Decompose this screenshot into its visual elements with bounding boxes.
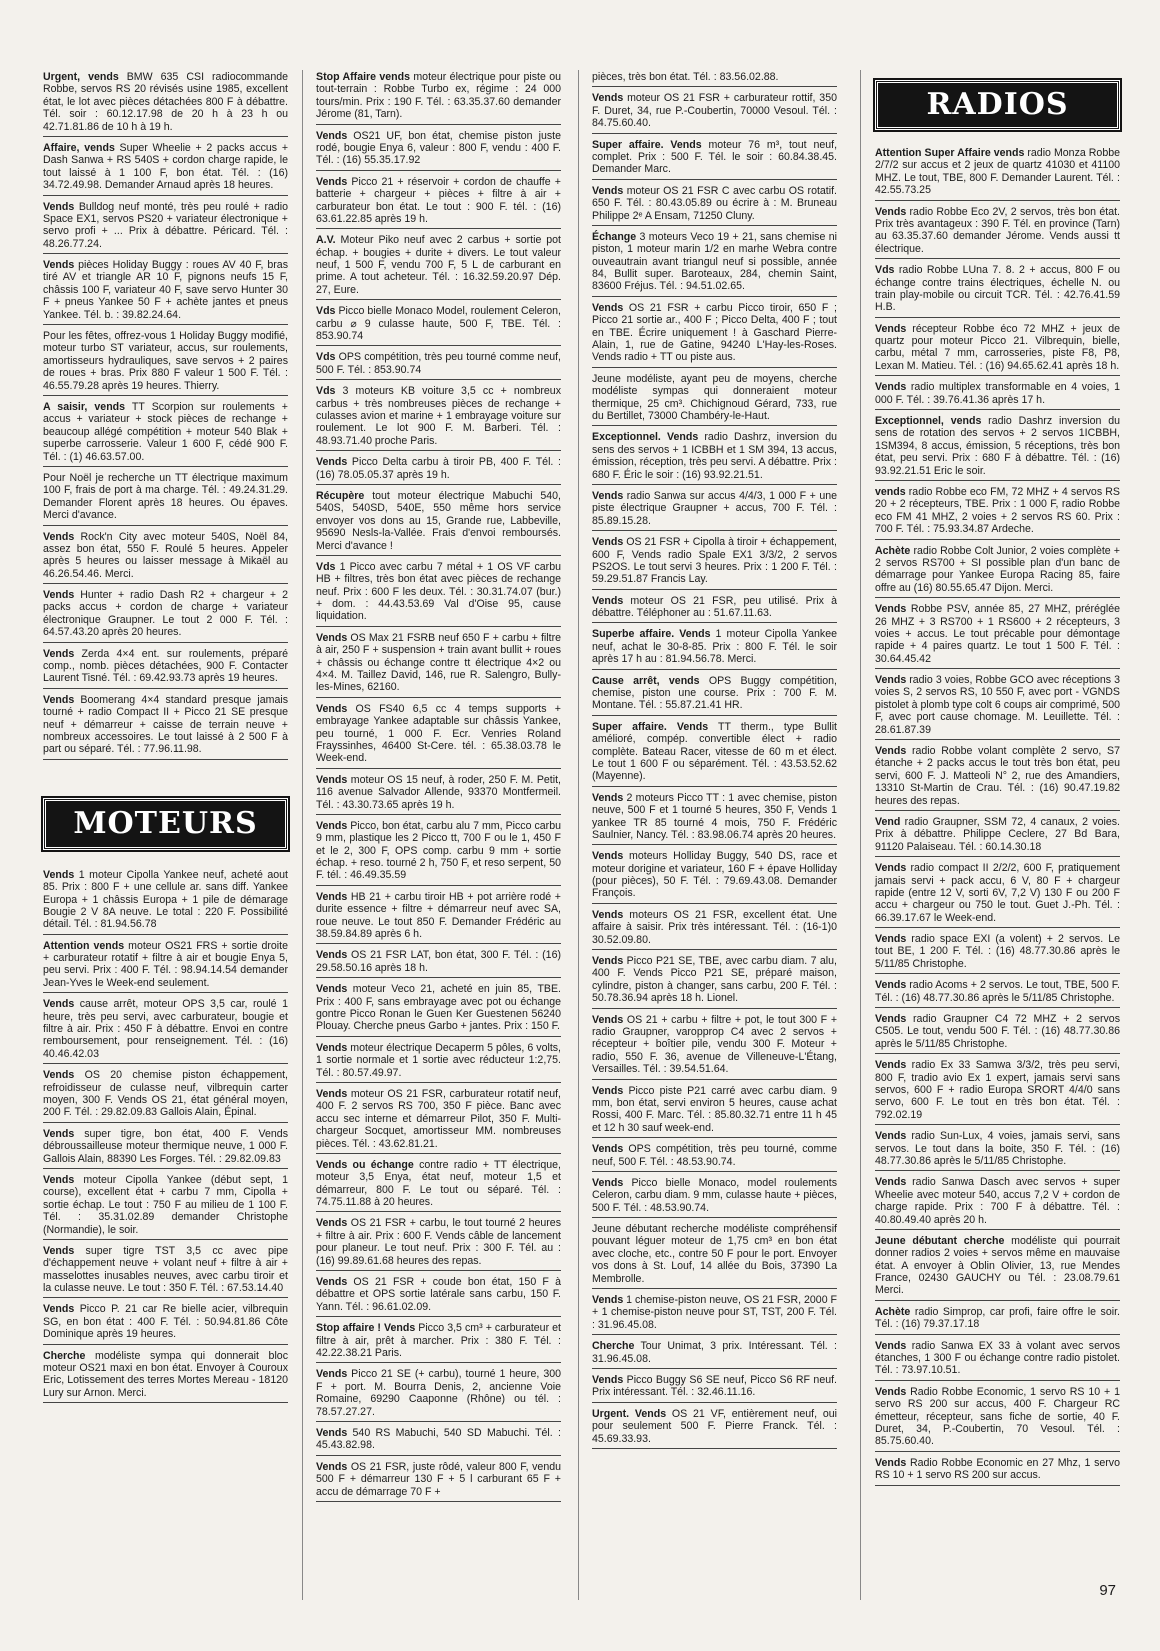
ad-body: OS 20 chemise piston échappement, refroidisseur de culasse neuf, vilbrequin carter moyen, 300 F. Vends OS 21, état général moyen, 200 F. Tél. : 29.82.09.83 Gallois Alain, Épinal. [43, 1069, 288, 1119]
classified-ad [592, 1222, 837, 1289]
classified-ad [316, 384, 561, 451]
ad-body: radio Simprop, car profi, faire offre le soir. Tél. : (16) 79.37.17.18 [875, 1305, 1120, 1331]
ad-body: Hunter + radio Dash R2 + chargeur + 2 packs accus + cordon de charge + variateur électronique Graupner. Le tout 2 000 F. Tél. : 64.57.43.20 après 20 heures. [43, 589, 288, 639]
classified-ad [43, 530, 288, 585]
ad-lead: Vends [316, 1460, 348, 1473]
classified-ad [43, 329, 288, 396]
classified-ad [875, 815, 1120, 857]
ad-lead: Vends [875, 1339, 907, 1352]
ad-body: 540 RS Mabuchi, 540 SD Mabuchi. Tél. : 45.43.82.98. [316, 1426, 561, 1452]
classified-ad [592, 535, 837, 590]
classified-ad [875, 263, 1120, 318]
ad-body: Jeune modéliste, ayant peu de moyens, cherche modéliste sympas qui donneraient moteur thermique, 25 cm³. Chichignoud Gérard, 733, rue du Bertillet, 73000 Chambéry-le-Haut. [592, 372, 837, 422]
classified-ad [592, 674, 837, 716]
ad-lead: Vends [316, 1368, 348, 1381]
ad-body: radio Graupner C4 72 MHZ + 2 servos C505. Le tout, vendu 500 F. Tél. : (16) 48.77.30.86 après le 5/11/85 Christophe. [875, 1013, 1120, 1050]
ad-body: Robbe PSV, année 85, 27 MHZ, préréglée 26 MHZ + 3 RS700 + 1 RS600 + 2 récepteurs, 3 voies + accus. Le tout précable pour démontage rapide + 4 paires quartz. Le tout 1 500 F. Tél. : 30.64.45.42 [875, 603, 1120, 665]
classified-ad [316, 70, 561, 125]
classified-ad [875, 1339, 1120, 1381]
ad-lead: Vends [875, 979, 907, 992]
ad-lead: Vends [316, 456, 348, 469]
ad-body: Picco Buggy S6 SE neuf, Picco S6 RF neuf. Prix intéressant. Tél. : 32.46.11.16. [592, 1373, 837, 1399]
classified-ad [592, 184, 837, 226]
classified-ad [592, 1293, 837, 1335]
classified-ad [875, 485, 1120, 540]
ad-body: cause arrêt, moteur OPS 3,5 car, roulé 1 heure, très peu servi, avec carburateur, bougie et filtre à air. Prix : 450 F à débattre. Envoi en contre remboursement, pour renseignement. Tél. : (16) 40.46.42.03 [43, 998, 288, 1060]
classified-ad [875, 1012, 1120, 1054]
ad-lead: Vends [875, 1130, 907, 1143]
ad-lead: Vends [316, 129, 348, 142]
classified-ad [592, 1013, 837, 1080]
ad-body: radio 3 voies, Robbe GCO avec réceptions 3 voies S, 2 servos RS, 10 550 F, avec port - VGNDS pistolet à plomb type colt 6 coups air comprimé, 500 F, avec port cause chomage. M. Leuillette. Tél. : 28.61.87.39 [875, 674, 1120, 736]
ad-body: pièces Holiday Buggy : roues AV 40 F, bras tiré AV et triangle AR 10 F, pignons neufs 15 F, châssis 100 F, variateur 40 F, save servo Hunter 30 F + pneus Yankee 50 F + achète jantes et pneus Yankee. Tél. b. : 39.82.24.64. [43, 259, 288, 321]
ad-lead: Vends [875, 322, 907, 335]
classified-ad [316, 1321, 561, 1363]
ad-lead: Urgent, vends [43, 71, 119, 83]
ad-body: moteur Cipolla Yankee (début sept, 1 course), excellent état + carbu 7 mm, Cipolla + sortie échap. Le tout : 750 F au milieu de 1 100 F. Tél. : 35.31.02.89 demander Christophe (Normandie), le soir. [43, 1173, 288, 1236]
ad-lead: Vends [592, 1373, 624, 1386]
ad-body: BMW 635 CSI radiocommande Robbe, servos RS 20 révisés usine 1985, excellent état, le lot avec pièces détachées 800 F à débattre. Tél. soir : 60.12.17.98 de 20 h à 23 h ou 42.71.81.86 de 10 h à 19 h. [43, 71, 288, 133]
ad-body: moteurs OS 21 FSR, excellent état. Une affaire à saisir. Prix très intéressant. Tél. : (16-1)0 30.52.09.80. [592, 908, 837, 946]
classified-ad [592, 91, 837, 133]
ad-body: Tour Unimat, 3 prix. Intéressant. Tél. : 31.96.45.08. [592, 1340, 837, 1365]
classified-ad [592, 1373, 837, 1403]
ad-body: radio Robbe LUna 7. 8. 2 + accus, 800 F ou échange contre trains électriques, échelle N. ou train play-mobile ou circuit TCR. Tél. : 42.76.41.59 H.B. [875, 264, 1120, 314]
ad-lead: Super affaire. Vends [592, 138, 702, 151]
ad-body: 3 moteurs KB voiture 3,5 cc + nombreux carbus + très nombreuses pièces de rechange + culasses avion et marine + 1 embrayage voiture sur roulement. Le lot 900 F. M. Barberi. Tél. : 48.93.71.40 proche Paris. [316, 385, 561, 447]
ad-lead: Vends [43, 693, 75, 706]
ad-body: moteur OS 21 FSR C avec carbu OS rotatif. 650 F. Tél. : 80.43.05.89 ou écrire à : M. Bruneau Philippe 2ᵉ A Ensam, 71250 Cluny. [592, 184, 837, 222]
classified-ad [43, 258, 288, 325]
radios-section-header: RADIOS [875, 80, 1120, 130]
classified-ad [43, 693, 288, 760]
classified-ad [875, 1058, 1120, 1125]
classified-ad [316, 304, 561, 346]
classified-ad [43, 1173, 288, 1240]
ad-lead: Exceptionnel. Vends [592, 431, 699, 444]
classified-ad [592, 954, 837, 1009]
ad-body: Pour les fêtes, offrez-vous 1 Holiday Buggy modifié, moteur turbo ST variateur, accus, sur roulements, amortisseurs hydrauliques, save servos + 2 paires de roues + bras. Prix 880 F valeur 1 500 F. Tél. : 46.55.79.28 après 19 heures. Thierry. [43, 330, 288, 392]
ad-lead: Stop Affaire vends [316, 71, 411, 83]
ad-body: récepteur Robbe éco 72 MHZ + jeux de quartz pour moteur Picco 21. Vilbrequin, bielle, carbu, métal 7 mm, carrosseries, piste F8, P8, Lexan M. Matieu. Tél. : (16) 94.65.62.41 après 18 h. [875, 322, 1120, 372]
ad-body: Picco bielle Monaco, model roulements Celeron, carbu diam. 9 mm, culasse haute + pièces, 500 F. Tél. : 48.53.90.74. [592, 1176, 837, 1214]
classified-ad [875, 1385, 1120, 1452]
classified-ad [592, 430, 837, 485]
classifieds-column-2 [316, 70, 561, 1506]
classified-ad [316, 489, 561, 556]
ad-body: TT therm., type Bullit amélioré, compép. convertible élect + radio complète. Bateau Racer, vitesse de 60 m et élect. Le tout 1 600 F ou séparément. Tél. : 43.53.52.62 (Mayenne). [592, 720, 837, 783]
classified-ad [316, 819, 561, 886]
ad-body: OS 21 + carbu + filtre + pot, le tout 300 F + radio Graupner, varopprop C4 avec 2 servos + récepteur + boîtier pile, vendu 300 F. Moteur + radio, 550 F. 36, avenue de Villeneuve-L'Étang, Versailles. Tél. : 39.54.51.64. [592, 1013, 837, 1076]
classified-ad [43, 588, 288, 643]
ad-lead: Récupère [316, 489, 365, 502]
ad-lead: Attention vends [43, 939, 125, 952]
ad-lead: Échange [592, 230, 637, 243]
ad-lead: Vends [875, 1456, 907, 1469]
ad-lead: Stop affaire ! Vends [316, 1322, 416, 1335]
ad-lead: Vends [592, 1294, 624, 1307]
classified-ad [316, 1041, 561, 1083]
ad-body: OS21 UF, bon état, chemise piston juste rodé, bougie Enya 6, valeur : 800 F, vendu : 400 F. Tél. : (16) 55.35.17.92 [316, 129, 561, 167]
classified-ad [875, 1305, 1120, 1335]
ad-body: modéliste sympa qui donnerait bloc moteur OS21 maxi en bon état. Envoyer à Couroux Eric, Lotissement des terres Mortes Mereau - 18120 Lury sur Arnon. Merci. [43, 1349, 288, 1399]
ad-body: Radio Robbe Economic, 1 servo RS 10 + 1 servo RS 200 sur accus, 400 F. Chargeur RC émetteur, récepteur, sans fiche de sortie, 40 F. Duret, 34, P.-Coubertin, 70 Vesoul. Tél. : 85.75.60.40. [875, 1385, 1120, 1448]
ad-lead: Attention Super Affaire vends [875, 147, 1025, 159]
ad-lead: Vends [592, 489, 624, 502]
ad-lead: Vends [875, 1385, 907, 1398]
ad-body: radio Robbe eco FM, 72 MHZ + 4 servos RS 20 + 2 récepteurs, TBE. Prix : 1 000 F, radio Robbe eco FM 41 MHZ, 2 voies + 2 servos RS 60. Prix : 700 F. Tél. : 75.93.34.87 Ardeche. [875, 485, 1120, 536]
ad-lead: Vends [316, 819, 348, 832]
ad-lead: Vends [592, 1176, 624, 1189]
ad-lead: Vends [875, 933, 907, 946]
ad-body: Super Wheelie + 2 packs accus + Dash Sanwa + RS 540S + cordon charge rapide, le tout laissé à 1 100 F, bon état. Tél. : (16) 34.72.49.98. Demander Arnaud après 18 heures. [43, 141, 289, 192]
classified-ad [875, 414, 1120, 481]
ad-lead: Vds [316, 385, 336, 398]
ad-body: 1 moteur Cipolla Yankee neuf, acheté aout 85. Prix : 800 F + une cellule ar. sans diff. Yankee Europa + 1 châssis Europa + 1 pile de démarage Bougie 2 V 8A neuve. Le total : 220 F. Possibilité détail. Tél. : 81.94.56.78 [43, 868, 288, 931]
ad-body: OS 21 FSR, juste rôdé, valeur 800 F, vendu 500 F + démarreur 130 F + 5 l carburant 65 F + accu de démarrage 70 F + [316, 1460, 561, 1498]
ad-lead: vends [875, 485, 906, 498]
ad-body: moteur OS 21 FSR + carburateur rottif, 350 F. Duret, 34, rue P.-Coubertin, 70000 Vesoul. Tél. : 84.75.60.40. [592, 92, 837, 130]
ad-body: Rock'n City avec moteur 540S, Noël 84, assez bon état, 550 F. Roulé 5 heures. Appeler après 5 heures ou laisser message à Mikaël au 46.26.54.46. Merci. [43, 530, 288, 580]
classified-ad [316, 1216, 561, 1271]
ad-body: TT Scorpion sur roulements + accus + variateur + stock pièces de rechange + beaucoup allégé compétition + moteur 540 Blak + superbe carrosserie. Valeur 1 600 F, cédé 900 F. Tél. : (1) 46.63.57.00. [43, 400, 288, 463]
classified-ad [875, 1175, 1120, 1230]
ad-body: moteur électrique Decaperm 5 pôles, 6 volts, 1 sortie normale et 1 sortie avec réducteur 1:2,75. Tél. : 80.57.49.97. [316, 1041, 561, 1079]
ad-body: moteur 76 m³, tout neuf, complet. Prix : 500 F. Tél. le soir : 60.84.38.45. Demander Marc. [592, 138, 838, 176]
ad-body: Moteur Piko neuf avec 2 carbus + sortie pot échap. + bougies + durite + divers. Le tout valeur neuf, 1 500 F, vendu 700 F, 5 L de carburant en prime. A tout acheteur. Tél. : 16.32.59.20.97 Dép. 27, Eure. [316, 234, 561, 296]
classified-ad [875, 932, 1120, 974]
classified-ad [316, 1158, 561, 1213]
ad-body: Bulldog neuf monté, très peu roulé + radio Space EX1, servos PS20 + variateur électronique + servo profi + ... Prix à débattre. Péricard. Tél. : 48.26.77.24. [43, 200, 288, 250]
classified-ad [43, 647, 288, 689]
ad-lead: Vends [43, 589, 75, 602]
ad-lead: Vends [316, 702, 348, 715]
classified-ad [316, 1367, 561, 1422]
ad-body: radio Dashrz inversion du sens de rotation des servos + 2 servos 1ICBBH, 1SM394, 8 accus, émission, 5 réceptions, très bon état, peu servi. Prix : 680 F à débattre. Tél. : (16) 93.92.21.51 Eric le soir. [875, 415, 1120, 477]
ad-body: OS 21 FSR + carbu, le tout tourné 2 heures + filtre à air. Prix : 600 F. Vends câble de lancement pour planeur. Le tout neuf. Prix : 300 F. Tél. au : (16) 99.89.61.68 heures des repas. [316, 1217, 561, 1267]
ad-body: OS 21 FSR LAT, bon état, 300 F. Tél. : (16) 29.58.50.16 après 18 h. [316, 949, 561, 974]
ad-body: radio Monza Robbe 2/7/2 sur accus et 2 jeux de quartz 41030 et 41100 MHZ. Le tout, TBE, 800 F. Demander Laurent. Tél. : 42.55.73.25 [875, 147, 1120, 197]
ad-body: OS 21 FSR + carbu Picco tiroir, 650 F ; Picco 21 sortie ar., 400 F ; Picco Delta, 400 F ; tout en TBE. Écrire uniquement ! à Gaschard Pierre-Alain, 1, rue de Gatine, 94240 L'Hay-les-Roses. Vends radio + TT ou piste aus. [592, 301, 837, 364]
ad-lead: Vends [316, 1087, 348, 1100]
ad-body: pièces, très bon état. Tél. : 83.56.02.88. [592, 71, 779, 83]
column-divider [302, 70, 303, 1600]
ad-lead: Vends [875, 1059, 907, 1072]
ad-body: radio Sanwa sur accus 4/4/3, 1 000 F + une piste électrique Graupner + accus, 700 F. Tél. : 85.89.15.28. [592, 489, 837, 527]
ad-lead: Urgent. Vends [592, 1407, 667, 1420]
classified-ad [43, 1349, 288, 1404]
ad-body: OS FS40 6,5 cc 4 temps supports + embrayage Yankee adaptable sur châssis Yankee, peu tourné, 1 000 F. Ecr. Venries Roland Frayssinhes, 46400 St-Cere. tél. : 65.38.03.78 le Week-end. [316, 702, 561, 765]
ad-body: 3 moteurs Veco 19 + 21, sans chemise ni piston, 1 moteur marin 1/2 en marhe Webra contre ouveautrain avant triangul neuf si possible, année 84, Bullit super. Baroteaux, 284, chemin Saint, 83600 Fréjus. Tél. : 94.51.02.65. [592, 230, 837, 293]
classified-ad [592, 908, 837, 950]
ad-body: 1 moteur Cipolla Yankee neuf, achat le 30-8-85. Prix : 800 F. Tél. le soir après 17 h au : 81.94.56.78. Merci. [592, 628, 837, 666]
ad-body: radio multiplex transformable en 4 voies, 1 000 F. Tél. : 39.76.41.36 après 17 h. [875, 381, 1120, 406]
column-divider [860, 70, 861, 1600]
ad-body: radio Robbe volant complète 2 servo, S7 étanche + 2 packs accus le tout très bon état, peu servi, 600 F. J. Matteoli N° 2, rue des Amandiers, 13310 St-Martin de Crau. Tél. : (16) 90.47.19.82 heures des repas. [875, 745, 1120, 807]
classified-ad [592, 1339, 837, 1369]
classified-ad [592, 301, 837, 368]
ad-lead: Vends [316, 983, 348, 996]
ad-lead: Vends [592, 791, 624, 804]
ad-body: Picco 3,5 cm³ + carburateur et filtre à air, prêt à marcher. Prix : 380 F. Tél. : 42.22.38.21 Paris. [316, 1322, 561, 1359]
ad-lead: Vends [316, 1041, 348, 1054]
ad-body: contre radio + TT électrique, moteur 3,5 Enya, état neuf, moteur 1,5 et démarreur, 800 F. Le tout ou séparé. Tél. : 74.75.11.88 à 20 heures. [316, 1158, 561, 1209]
classified-ad [875, 1234, 1120, 1301]
classified-ad [592, 70, 837, 87]
ad-lead: Vends [592, 594, 624, 607]
classified-ad [875, 978, 1120, 1008]
ad-body: OPS compétition, très peu tourné comme neuf, 500 F. Tél. : 853.90.74 [316, 351, 561, 376]
ad-lead: Super affaire. Vends [592, 720, 709, 733]
classified-ad [875, 380, 1120, 410]
ad-lead: Vends [316, 890, 348, 903]
classified-ad [43, 1244, 288, 1299]
classified-ad [43, 997, 288, 1064]
ad-lead: Vends [43, 259, 75, 272]
classified-ad [316, 982, 561, 1037]
ad-lead: Vends [592, 1084, 624, 1097]
ad-lead: Vends [875, 205, 907, 218]
ad-lead: Vends [875, 1013, 907, 1026]
classified-ad [592, 1407, 837, 1449]
ad-lead: Vends [592, 1013, 624, 1026]
classified-ad [592, 372, 837, 427]
page-number: 97 [1099, 1582, 1116, 1599]
ad-lead: Vds [875, 264, 895, 277]
ad-lead: Vends [43, 998, 75, 1011]
ad-lead: Vends [592, 92, 624, 105]
classified-ad [43, 400, 288, 467]
ad-lead: Cause arrêt, vends [592, 674, 700, 687]
ad-lead: Vends [316, 949, 348, 962]
ad-body: radio Robbe Colt Junior, 2 voies complète + 2 servos RS700 + SI possible plan d'un banc de démarrage pour Yankee Europa Racing 85, faire offre au (16) 80.55.65.47 Dijon. Merci. [875, 544, 1120, 594]
classified-ad [316, 350, 561, 380]
ad-body: Picco piste P21 carré avec carbu diam. 9 mm, bon état, servi environ 5 heures, cause achat Rossi, 400 F. Marc. Tél. : 85.80.32.71 entre 11 h 45 et 12 h 30 sauf week-end. [592, 1084, 837, 1134]
classified-ad [316, 1426, 561, 1456]
ad-lead: Vends [592, 301, 624, 314]
ad-body: radio Ex 33 Samwa 3/3/2, très peu servi, 800 F, tradio avio Ex 1 expert, jamais servi sans servos, 600 F + radio Europa SRORT 4/4/0 sans servo, 600 F. Le tout en très bon état. Tél. : 792.02.19 [875, 1059, 1120, 1121]
ad-lead: Affaire, vends [43, 141, 115, 154]
ad-body: moteur OS 21 FSR, carburateur rotatif neuf, 400 F. 2 servos RS 700, 350 F pièce. Banc avec accu sec interne et démarreur Pilot, 350 F. Multi-chargeur Socquet, amortisseur MM. nombreuses pièces. Tél. : 43.62.81.21. [316, 1087, 561, 1150]
classified-ad [43, 471, 288, 526]
ad-body: super tigre, bon état, 400 F. Vends débroussailleuse moteur thermique neuve, 1 000 F. Gallois Alain, 88390 Les Forges. Tél. : 29.82.09.83 [43, 1127, 288, 1165]
classified-ad [592, 594, 837, 624]
ad-body: 1 Picco avec carbu 7 métal + 1 OS VF carbu HB + filtres, très bon état avec pièces de rechange neuf. Prix : 600 F les deux. Tél. : 30.31.74.07 (bur.) + dom. : 44.43.53.69 Val d'Oise 95, cause liquidation. [316, 560, 561, 623]
ad-lead: Vends [43, 1173, 75, 1186]
ad-body: OS 21 FSR + Cipolla à tiroir + échappement, 600 F, Vends radio Spale EX1 3/3/2, 2 servos PS2OS. Le tout servi 3 heures. Prix : 1 200 F. Tél. : 59.29.51.87 Francis Lay. [592, 536, 837, 586]
classified-ad [43, 70, 288, 137]
ad-lead: Exceptionnel, vends [875, 415, 982, 428]
ad-body: radio Robbe Eco 2V, 2 servos, très bon état. Prix très avantageux : 390 F. Tél. en province (Tarn) au 63.35.37.60 demander Jérome. Vends aussi tt électrique. [875, 205, 1120, 255]
ad-lead: Vds [316, 351, 336, 364]
ad-lead: Vends [43, 647, 75, 660]
classifieds-column-3 [592, 70, 837, 1453]
ad-body: radio Dashrz, inversion du sens des servos + 1 ICBBH et 1 SM 394, 13 accus, émission, réception, très peu servi. A débattre. Prix : 680 F. Éric le soir : (16) 93.92.21.51. [592, 431, 837, 481]
ad-lead: Cherche [43, 1349, 86, 1362]
ad-body: Zerda 4×4 ent. sur roulements, préparé comp., nomb. pièces détachées, 900 F. Contacter Laurent Tisné. Tél. : 69.42.93.73 après 19 heures. [43, 647, 288, 685]
ad-body: Picco P. 21 car Re bielle acier, vilbrequin SG, en bon état : 400 F. Tél. : 50.94.81.86 Côte Dominique après 19 heures. [43, 1303, 288, 1341]
ad-body: Pour Noël je recherche un TT électrique maximum 100 F, frais de port à ma charge. Tél. : 49.24.31.29. Demander Florent après 18 heures. Ou épaves. Merci d'avance. [43, 471, 288, 522]
ad-body: moteur Veco 21, acheté en juin 85, TBE. Prix : 400 F, sans embrayage avec pot ou échange gontre Picco Ronan le Guen Ker Guestenen 56240 Plouay. Cherche pneus Garbo + jantes. Prix : 150 F. [316, 983, 561, 1033]
ad-body: Jeune débutant recherche modéliste compréhensif pouvant léguer moteur de 1,75 cm³ en bon état avec cloche, etc., contre 50 F pour le port. Envoyer vos dons à St. Louf, 14 allée du Bois, 37390 La Membrolle. [592, 1223, 837, 1285]
classified-ad [316, 560, 561, 627]
classified-ad [43, 1127, 288, 1169]
ad-body: modéliste qui pourrait donner radios 2 voies + servos même en mauvaise état. A envoyer à Oblin Olivier, 13, rue Mendes France, 02430 GAUCHY ou Tél. : 23.08.79.61 Merci. [875, 1234, 1120, 1297]
classified-ad [316, 773, 561, 815]
classified-ad [875, 1129, 1120, 1171]
ad-body: 1 chemise-piston neuve, OS 21 FSR, 2000 F + 1 chemise-piston neuve pour ST, TST, 200 F. Tél. : 31.96.45.08. [592, 1294, 837, 1331]
classified-ad [592, 791, 837, 846]
ad-body: moteurs Holliday Buggy, 540 DS, race et moteur dorigine et variateur, 160 F + épave Holliday (pour pièces), 50 F. Tél. : 79.69.43.08. Demander François. [592, 850, 837, 900]
classified-ad [875, 744, 1120, 811]
classified-ad [592, 849, 837, 904]
ad-lead: Vends [875, 745, 907, 758]
ad-body: super tigre TST 3,5 cc avec pipe d'échappement neuve + volant neuf + filtre à air + masselottes inusables neuves, avec carbu tiroir et la culasse neuve. Le tout : 350 F. Tél. : 67.53.14.40 [43, 1244, 288, 1295]
classified-ad [592, 627, 837, 669]
ad-body: radio Sanwa EX 33 à volant avec servos étanches, 1 300 F ou échange contre radio pistolet. Tél. : 73.97.10.51. [875, 1339, 1120, 1377]
ad-body: radio Sanwa Dasch avec servos + super Wheelie avec moteur 540, accus 7,2 V + cordon de charge rapide. Prix : 700 F à débattre. Tél. : 40.80.49.40 après 20 h. [875, 1176, 1120, 1226]
ad-body: Picco bielle Monaco Model, roulement Celeron, carbu ⌀ 9 culasse haute, 500 F, TBE. Tél. : 853.90.74 [316, 305, 561, 343]
ad-lead: Vends [43, 1069, 75, 1082]
classified-ad [316, 129, 561, 171]
classified-ad [592, 230, 837, 297]
ad-lead: Vends [875, 862, 907, 875]
ad-lead: Vends [43, 1303, 75, 1316]
ad-lead: Vends [43, 530, 75, 543]
classified-ad [316, 455, 561, 485]
classified-ad [875, 602, 1120, 669]
classifieds-column-1 [43, 70, 288, 1407]
classified-ad [316, 631, 561, 698]
ad-body: Boomerang 4×4 standard presque jamais tourné + radio Compact II + Picco 21 SE presque neuf + démarreur + caisse de terrain neuve + nombreux accessoires. Le tout laissé à 2 500 F à part ou séparé. Tél. : 77.96.11.98. [43, 693, 288, 756]
ad-lead: Vends [316, 631, 348, 644]
classified-ad [316, 1275, 561, 1317]
ad-body: HB 21 + carbu tiroir HB + pot arrière rodé + durite essence + filtre + démarreur neuf avec SA, roue neuve. Le tout 850 F. Demander Frédéric au 38.59.84.89 après 6 h. [316, 890, 561, 941]
ad-lead: Vends [875, 1176, 907, 1189]
ad-body: 2 moteurs Picco TT : 1 avec chemise, piston neuve, 500 F et 1 tourné 5 heures, 350 F, Vends 1 yankee TR 85 tourné 4 mois, 750 F. Frédéric Saulnier, Nancy. Tél. : 83.98.06.74 après 20 heures. [592, 791, 837, 841]
ad-body: radio compact II 2/2/2, 600 F, pratiquement jamais servi + pack accu, 6 V, 80 F + chargeur rapide (entre 12 V, sorti 6V, 7,2 V) 130 F ou 200 F accu + chargeur ou 750 le tout. Guet J.-Ph. Tél. : 66.39.17.67 le Week-end. [875, 862, 1120, 924]
classified-ad [875, 322, 1120, 377]
ad-lead: Achète [875, 544, 911, 557]
classified-ad [43, 1068, 288, 1123]
ad-lead: Achète [875, 1305, 911, 1318]
ad-lead: A saisir, vends [43, 400, 126, 413]
ad-lead: Vends [592, 850, 624, 863]
classifieds-column-4 [875, 70, 1120, 1490]
ad-body: OPS compétition, très peu tourné, comme neuf, 500 F. Tél. : 48.53.90.74. [592, 1143, 837, 1168]
classified-ad [875, 1456, 1120, 1486]
classified-ad [316, 1460, 561, 1502]
ad-body: radio space EXI (a volent) + 2 servos. Le tout BE, 1 200 F. Tél. : (16) 48.77.30.86 après le 5/11/85 Christophe. [875, 933, 1120, 970]
classified-ad [592, 1176, 837, 1218]
ad-lead: Vends [43, 1127, 75, 1140]
classified-ad [592, 720, 837, 787]
ad-body: radio Acoms + 2 servos. Le tout, TBE, 500 F. Tél. : (16) 48.77.30.86 après le 5/11/85 Christophe. [875, 979, 1120, 1004]
ad-body: OS Max 21 FSRB neuf 650 F + carbu + filtre à air, 250 F + suspension + train avant bullit + roues + châssis ou échange contre tt électrique 4×2 ou 4×4. M. Taillez David, 146, rue R. Salengro, Bully-les-Mines, 62160. [316, 631, 561, 694]
ad-lead: Vds [316, 560, 336, 573]
ad-body: Radio Robbe Economic en 27 Mhz, 1 servo RS 10 + 1 servo RS 200 sur accus. [875, 1456, 1120, 1482]
ad-body: Picco, bon état, carbu alu 7 mm, Picco carbu 9 mm, plastique les 2 Picco tt, 700 F ou le 1, 450 F et le 2, 300 F, OPS comp. carbu 9 mm + sortie échap. + reso. tourné 2 h, 750 F, et reso serpent, 50 F. tél. : 46.49.35.59 [316, 819, 561, 882]
classified-ad [875, 146, 1120, 201]
classified-ad [592, 1142, 837, 1172]
column-divider [578, 70, 579, 1600]
ad-body: radio Sun-Lux, 4 voies, jamais servi, sans servos. Le tout dans la boite, 350 F. Tél. : (16) 48.77.30.86 après le 5/11/85 Christophe. [875, 1130, 1120, 1167]
classified-ad [43, 939, 288, 994]
ad-lead: Vends [592, 955, 624, 968]
ad-lead: Vends [592, 908, 624, 921]
ad-body: Picco P21 SE, TBE, avec carbu diam. 7 alu, 400 F. Vends Picco P21 SE, préparé maison, cylindre, piston à changer, sans carbu, 200 F. Tél. : 50.78.36.94 après 18 h. Lionel. [592, 955, 837, 1005]
ad-lead: Vends [316, 1276, 348, 1289]
ad-body: OS 21 VF, entièrement neuf, oui pour seulement 500 F. Pierre Franck. Tél. : 45.69.33.93. [592, 1407, 838, 1445]
ad-lead: Vends [43, 868, 75, 881]
ad-body: Picco 21 SE (+ carbu), tourné 1 heure, 300 F + port. M. Bourra Denis, 2, ancienne Voie Romaine, 69290 Caaponne (Rhône) ou tél. : 78.57.27.27. [316, 1368, 561, 1418]
classified-ad [316, 233, 561, 300]
ad-body: Picco 21 + réservoir + cordon de chauffe + batterie + chargeur + pièces + filtre à air + carburateur bon état. Le tout : 900 F. tél. : (16) 63.61.22.85 après 19 h. [316, 175, 561, 225]
classified-ad [43, 200, 288, 255]
ad-body: Picco Delta carbu à tiroir PB, 400 F. Tél. : (16) 78.05.05.37 après 19 h. [316, 456, 561, 481]
classified-ad [592, 138, 837, 180]
ad-lead: Vends [592, 184, 624, 197]
ad-lead: Cherche [592, 1340, 635, 1353]
classified-ad [43, 1302, 288, 1344]
classified-ad [316, 175, 561, 230]
ad-lead: Vends [592, 536, 624, 549]
ad-body: OPS Buggy compétition, chemise, piston une course. Prix : 700 F. M. Montane. Tél. : 55.87.21.41 HR. [592, 674, 838, 712]
ad-lead: Vends [316, 1217, 348, 1230]
ad-lead: Vends [316, 175, 348, 188]
classified-ad [875, 544, 1120, 599]
classified-ad [592, 489, 837, 531]
ad-body: radio Graupner, SSM 72, 4 canaux, 2 voies. Prix à débattre. Philippe Ceclere, 27 Bd Bara, 91120 Palaiseau. Tél. : 60.14.30.18 [875, 815, 1120, 853]
ad-lead: Vends [592, 1143, 624, 1156]
ad-lead: Superbe affaire. Vends [592, 628, 711, 641]
classified-ad [316, 890, 561, 945]
classified-ad [316, 948, 561, 978]
ad-body: moteur OS21 FRS + sortie droite + carburateur rotatif + filtre à air et bougie Enya 5, peu servi. Prix : 400 F. Tél. : 98.94.14.54 demander Jean-Yves le Week-end seulement. [43, 939, 288, 989]
ad-lead: Vds [316, 305, 336, 318]
ad-lead: Vends [43, 1244, 75, 1257]
ad-lead: Vends [875, 381, 907, 394]
ad-lead: Vends ou échange [316, 1158, 414, 1171]
ad-body: OS 21 FSR + coude bon état, 150 F à débattre et OPS sortie latérale sans carbu, 150 F. Yann. Tél. : 96.61.02.09. [316, 1276, 561, 1313]
classified-ad [43, 868, 288, 935]
ad-lead: Vends [316, 1426, 348, 1439]
classified-ad [316, 702, 561, 769]
ad-body: moteur électrique pour piste ou tout-terrain : Robbe Turbo ex, régime : 24 000 tours/min. Prix : 190 F. Tél. : 63.35.37.60 demander Jérome (81, Tarn). [316, 71, 561, 121]
ad-lead: A.V. [316, 234, 336, 247]
classified-ad [592, 1084, 837, 1139]
moteurs-section-header: MOTEURS [43, 798, 288, 850]
ad-lead: Vends [316, 773, 348, 786]
ad-lead: Jeune débutant cherche [875, 1234, 1005, 1247]
classified-ad [875, 861, 1120, 928]
classified-ad [316, 1087, 561, 1154]
ad-body: moteur OS 21 FSR, peu utilisé. Prix à débattre. Téléphoner au : 51.67.11.63. [592, 594, 837, 620]
ad-lead: Vends [875, 603, 907, 616]
classified-ad [875, 205, 1120, 260]
ad-body: moteur OS 15 neuf, à roder, 250 F. M. Petit, 116 avenue Salvador Allende, 93370 Montfermeil. Tél. : 43.30.73.65 après 19 h. [316, 773, 561, 811]
ad-lead: Vends [43, 200, 75, 213]
classified-ad [43, 141, 288, 196]
classified-ad [875, 673, 1120, 740]
ad-lead: Vend [875, 815, 901, 828]
ad-body: tout moteur électrique Mabuchi 540, 540S, 540SD, 540E, 550 même hors service envoyer vos dons au 15, Grande rue, Labbeville, 95690 Nesls-la-Vallée. Frais d'envoi remboursés. Merci d'avance ! [316, 489, 561, 552]
ad-lead: Vends [875, 674, 907, 687]
